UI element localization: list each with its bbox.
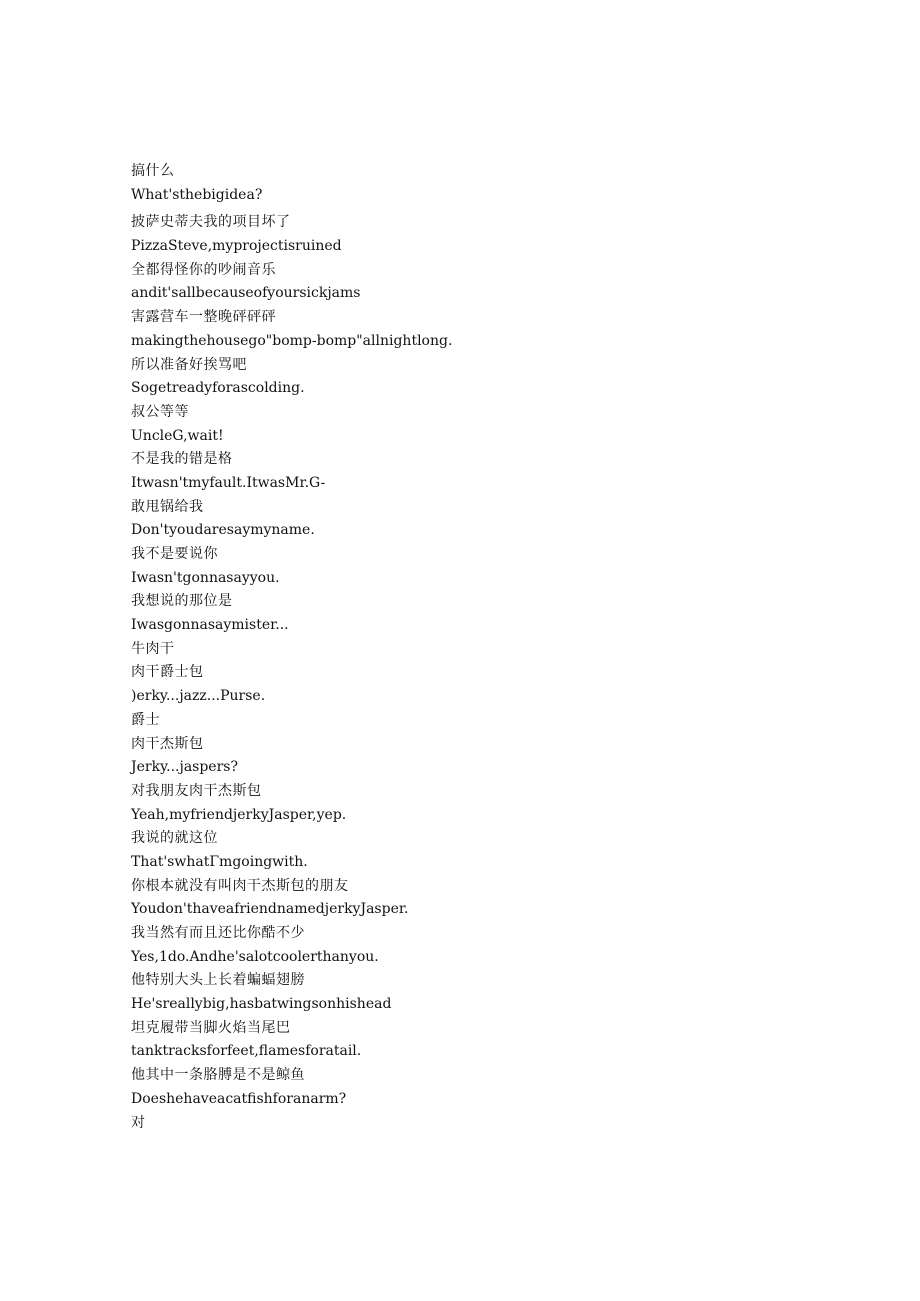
english-subtitle-line: Don'tyoudaresaymyname.	[131, 522, 315, 539]
chinese-subtitle-line: 全都得怪你的吵闹音乐	[131, 261, 276, 278]
chinese-subtitle-line: 牛肉干	[131, 640, 175, 657]
english-subtitle-line: )erky...jazz...Purse.	[131, 688, 266, 705]
chinese-subtitle-line: 披萨史蒂夫我的项目坏了	[131, 214, 291, 231]
english-subtitle-line: PizzaSteve,myprojectisruined	[131, 238, 342, 255]
chinese-subtitle-line: 对	[131, 1114, 146, 1131]
chinese-subtitle-line: 我想说的那位是	[131, 593, 233, 610]
english-subtitle-line: He'sreallybig,hasbatwingsonhishead	[131, 996, 392, 1013]
english-subtitle-line: UncleG,wait!	[131, 427, 224, 444]
chinese-subtitle-line: 你根本就没有叫肉干杰斯包的朋友	[131, 877, 349, 894]
english-subtitle-line: Yes,1do.Andhe'salotcoolerthanyou.	[131, 948, 379, 965]
english-subtitle-line: Iwasgonnasaymister...	[131, 617, 289, 634]
chinese-subtitle-line: 爵士	[131, 711, 160, 728]
english-subtitle-line: tanktracksforfeet,flamesforatail.	[131, 1043, 362, 1060]
chinese-subtitle-line: 我不是要说你	[131, 546, 218, 562]
chinese-subtitle-line: 坦克履带当脚火焰当尾巴	[131, 1019, 291, 1036]
english-subtitle-line: Youdon'thaveafriendnamedjerkyJasper.	[131, 901, 409, 918]
chinese-subtitle-line: 肉干爵士包	[131, 664, 204, 681]
chinese-subtitle-line: 搞什么	[131, 163, 175, 179]
english-subtitle-line: makingthehousego"bomp-bomp"allnightlong.	[131, 332, 453, 349]
english-subtitle-line: That'swhatΓmgoingwith.	[131, 853, 308, 870]
chinese-subtitle-line: 他其中一条胳膊是不是鲸鱼	[131, 1067, 305, 1084]
chinese-subtitle-line: 对我朋友肉干杰斯包	[131, 782, 262, 799]
english-subtitle-line: Jerky...jaspers?	[131, 759, 238, 776]
chinese-subtitle-line: 他特别大头上长着蝙蝠翅膀	[131, 972, 305, 989]
english-subtitle-line: Iwasn'tgonnasayyou.	[131, 569, 280, 586]
english-subtitle-line: andit'sallbecauseofyoursickjams	[131, 285, 361, 302]
chinese-subtitle-line: 敢甩锅给我	[131, 498, 204, 515]
chinese-subtitle-line: 肉干杰斯包	[131, 735, 204, 752]
english-subtitle-line: Itwasn'tmyfault.ItwasMr.G-	[131, 474, 326, 491]
chinese-subtitle-line: 所以准备好挨骂吧	[131, 356, 247, 373]
chinese-subtitle-line: 我说的就这位	[131, 830, 218, 847]
english-subtitle-line: What'sthebigidea?	[131, 186, 263, 203]
english-subtitle-line: Doeshehaveacatfishforanarm?	[131, 1090, 347, 1107]
english-subtitle-line: Yeah,myfriendjerkyJasper,yep.	[131, 806, 347, 823]
chinese-subtitle-line: 我当然有而且还比你酷不少	[131, 925, 305, 941]
chinese-subtitle-line: 不是我的错是格	[131, 451, 233, 468]
english-subtitle-line: Sogetreadyforascolding.	[131, 380, 305, 397]
chinese-subtitle-line: 害露营车一整晚砰砰砰	[131, 309, 276, 326]
chinese-subtitle-line: 叔公等等	[131, 403, 189, 420]
transcript-body	[131, 160, 831, 1135]
